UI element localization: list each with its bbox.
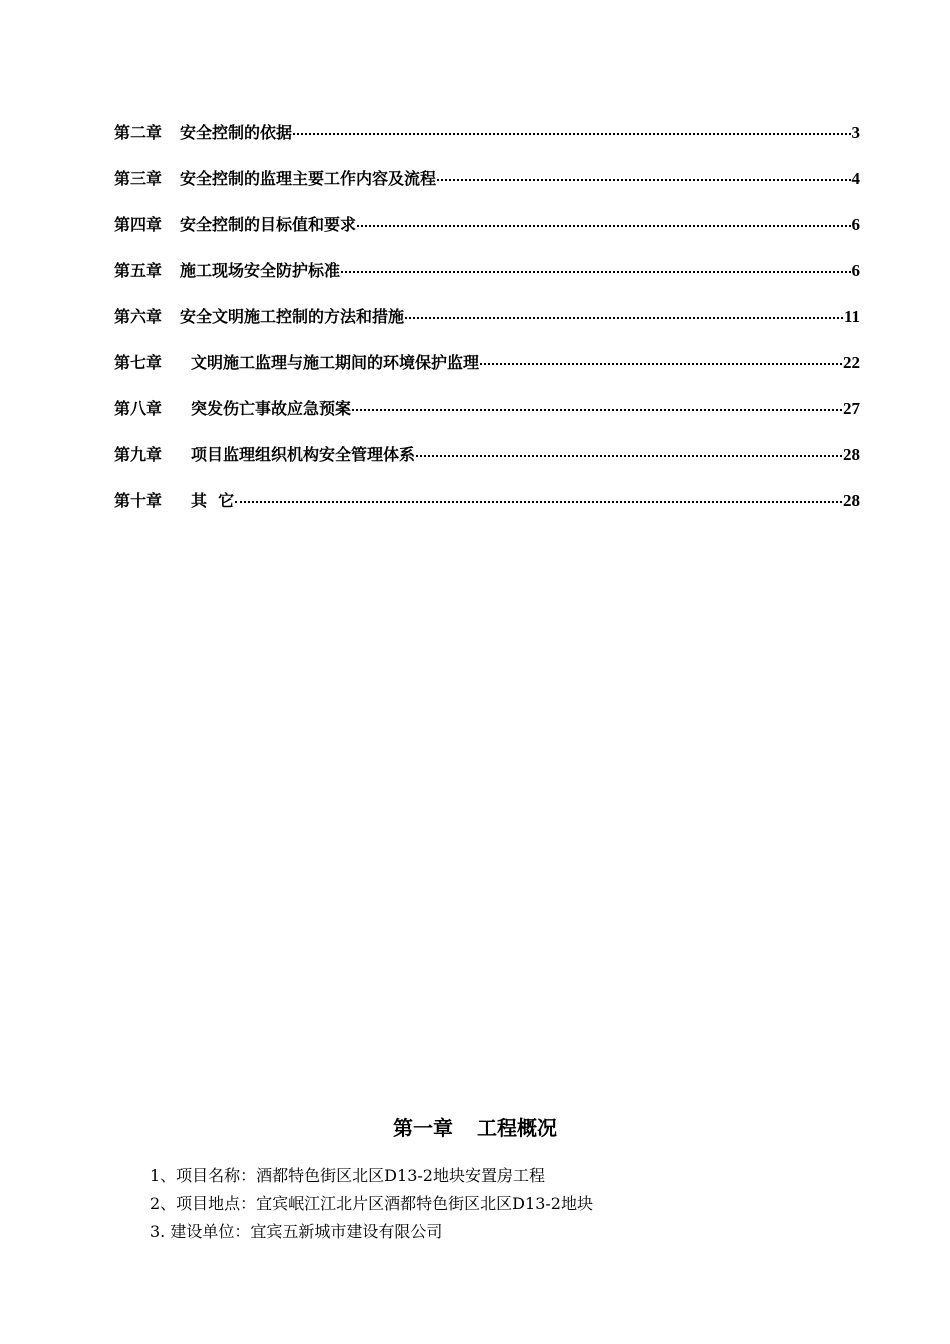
toc-chapter-number: 第九章 — [114, 445, 163, 464]
toc-page-number: 6 — [851, 261, 860, 280]
toc-dot-leader — [357, 225, 850, 227]
toc-chapter-title: 突发伤亡事故应急预案 — [191, 399, 352, 418]
toc-chapter-title: 项目监理组织机构安全管理体系 — [191, 445, 416, 464]
toc-chapter-number: 第四章 — [114, 215, 163, 234]
toc-dot-leader — [437, 179, 850, 181]
toc-page-number: 28 — [843, 491, 860, 510]
toc-chapter-title: 安全控制的依据 — [180, 123, 293, 142]
toc-dot-leader — [293, 133, 850, 135]
toc-chapter-number: 第七章 — [114, 353, 163, 372]
chapter-number: 第一章 — [393, 1116, 453, 1140]
toc-page-number: 4 — [851, 169, 860, 188]
toc-dot-leader — [341, 271, 850, 273]
toc-chapter-number: 第二章 — [114, 123, 163, 142]
chapter-heading — [0, 1112, 950, 1141]
toc-entry[interactable] — [114, 304, 860, 350]
toc-dot-leader — [480, 363, 842, 365]
chapter-title: 工程概况 — [477, 1116, 557, 1140]
toc-chapter-title: 安全控制的监理主要工作内容及流程 — [180, 169, 437, 188]
toc-chapter-number: 第八章 — [114, 399, 163, 418]
toc-entry[interactable] — [114, 488, 860, 534]
toc-entry[interactable] — [114, 350, 860, 396]
toc-dot-leader — [352, 409, 842, 411]
toc-chapter-number: 第五章 — [114, 261, 163, 280]
project-name-line: 1、项目名称：酒都特色街区北区D13-2地块安置房工程 — [150, 1166, 545, 1185]
toc-page-number: 11 — [843, 307, 860, 326]
toc-dot-leader — [235, 501, 842, 503]
toc-chapter-number: 第十章 — [114, 491, 163, 510]
toc-page-number: 3 — [851, 123, 860, 142]
toc-chapter-number: 第六章 — [114, 307, 163, 326]
toc-entry[interactable] — [114, 120, 860, 166]
toc-page-number: 28 — [843, 445, 860, 464]
toc-entry[interactable] — [114, 442, 860, 488]
project-owner-line: 3. 建设单位：宜宾五新城市建设有限公司 — [150, 1222, 443, 1241]
toc-dot-leader — [416, 455, 842, 457]
toc-chapter-title: 施工现场安全防护标准 — [180, 261, 341, 280]
toc-chapter-number: 第三章 — [114, 169, 163, 188]
toc-entry[interactable] — [114, 396, 860, 442]
toc-page-number: 6 — [851, 215, 860, 234]
toc-chapter-title: 安全文明施工控制的方法和措施 — [180, 307, 405, 326]
toc-entry[interactable] — [114, 258, 860, 304]
toc-dot-leader — [405, 317, 843, 319]
toc-entry[interactable] — [114, 212, 860, 258]
toc-chapter-title: 安全控制的目标值和要求 — [180, 215, 357, 234]
toc-page-number: 22 — [843, 353, 860, 372]
toc-entry[interactable] — [114, 166, 860, 212]
project-location-line: 2、项目地点：宜宾岷江江北片区酒都特色街区北区D13-2地块 — [150, 1194, 593, 1213]
table-of-contents — [114, 120, 860, 534]
toc-chapter-title: 其 它 — [191, 491, 235, 510]
toc-page-number: 27 — [843, 399, 860, 418]
toc-chapter-title: 文明施工监理与施工期间的环境保护监理 — [191, 353, 480, 372]
project-info — [150, 1162, 593, 1246]
